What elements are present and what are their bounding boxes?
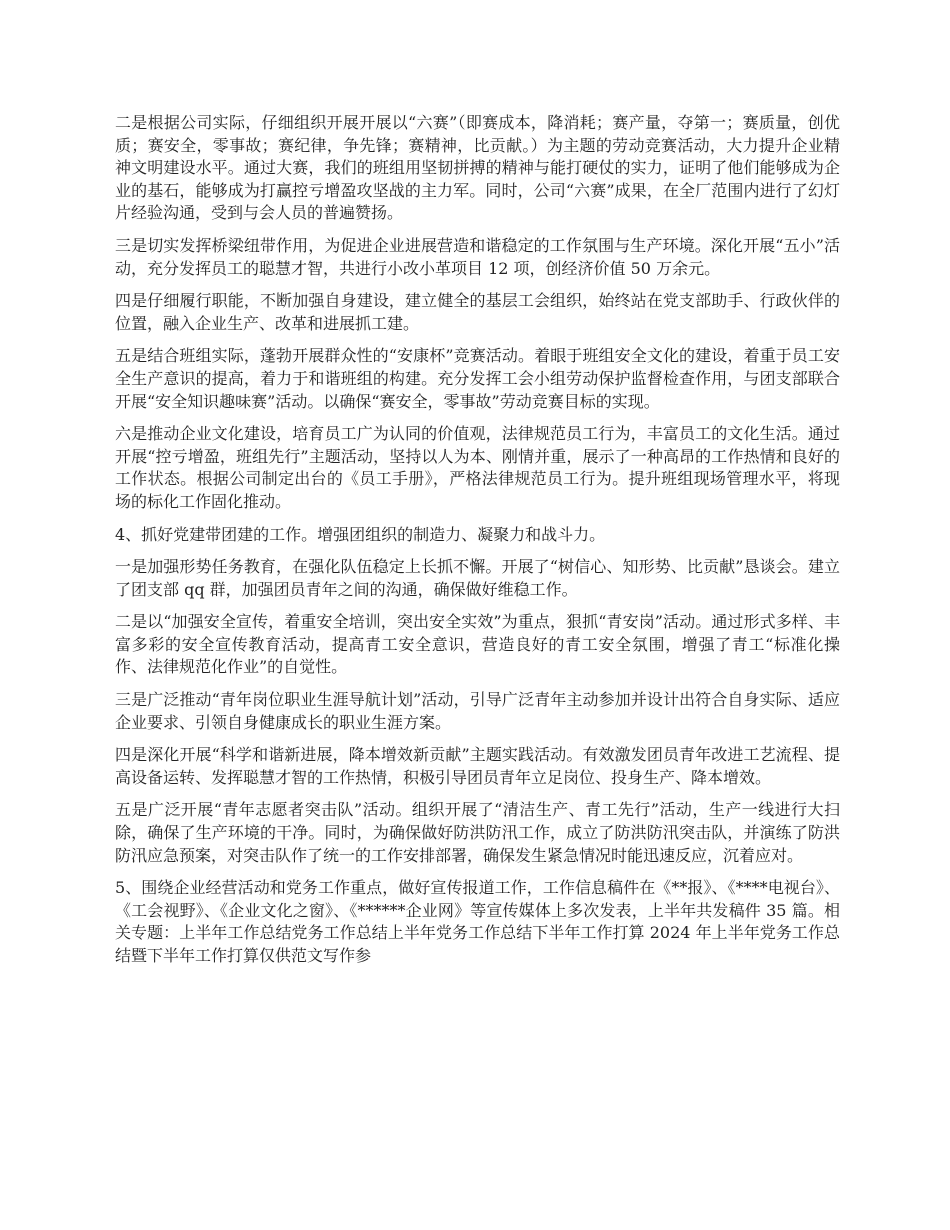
paragraph-bridge-role: 三是切实发挥桥梁纽带作用，为促进企业进展营造和谐稳定的工作氛围与生产环境。深化开展“五小”活动，充分发挥员工的聪慧才智，共进行小改小革项目 12 项，创经济价值 50 万余元。 [115,235,840,278]
paragraph-situation-education: 一是加强形势任务教育，在强化队伍稳定上长抓不懈。开展了“树信心、知形势、比贡献”恳谈会。建立了团支部 qq 群，加强团员青年之间的沟通，确保做好维稳工作。 [115,557,840,599]
paragraph-practice-activity: 四是深化开展“科学和谐新进展，降本增效新贡献”主题实践活动。有效激发团员青年改进工艺流程、提高设备运转、发挥聪慧才智的工作热情，积极引导团员青年立足岗位、投身生产、降本增效。 [115,745,840,787]
paragraph-safety-publicity: 二是以“加强安全宣传，着重安全培训，突出安全实效”为重点，狠抓“青安岗”活动。通过形式多样、丰富多彩的安全宣传教育活动，提高青工安全意识，营造良好的青工安全氛围，增强了青工“标准化操作、法律规范化作业”的自觉性。 [115,612,840,677]
section-heading-party-youth: 4、抓好党建带团建的工作。增强团组织的制造力、凝聚力和战斗力。 [115,524,606,544]
paragraph-publicity-reporting: 5、围绕企业经营活动和党务工作重点，做好宣传报道工作，工作信息稿件在《**报》、《****电视台》、《工会视野》、《企业文化之窗》、《******企业网》等宣传媒体上多次发表，上半年共发稿件 35 篇。相关专题：上半年工作总结党务工作总结上半年党务工作总结下半年工作打算 2024 年上半年党务工作总结暨下半年工作打算仅供范文写作参 [115,878,840,965]
paragraph-career-navigation: 三是广泛推动“青年岗位职业生涯导航计划”活动，引导广泛青年主动参加并设计出符合自身实际、适应企业要求、引领自身健康成长的职业生涯方案。 [115,690,840,732]
paragraph-corporate-culture: 六是推动企业文化建设，培育员工广为认同的价值观，法律规范员工行为，丰富员工的文化生活。通过开展“控亏增盈，班组先行”主题活动，坚持以人为本、刚情并重，展示了一种高昂的工作热情和良好的工作状态。根据公司制定出台的《员工手册》，严格法律规范员工行为。提升班组现场管理水平，将现场的标化工作固化推动。 [115,424,840,511]
paragraph-ankang-cup: 五是结合班组实际，蓬勃开展群众性的“安康杯”竞赛活动。着眼于班组安全文化的建设，着重于员工安全生产意识的提高，着力于和谐班组的构建。充分发挥工会小组劳动保护监督检查作用，与团支部联合开展“安全知识趣味赛”活动。以确保“赛安全，零事故”劳动竞赛目标的实现。 [115,346,840,411]
paragraph-duties: 四是仔细履行职能，不断加强自身建设，建立健全的基层工会组织，始终站在党支部助手、行政伙伴的位置，融入企业生产、改革和进展抓工建。 [115,291,840,333]
paragraph-volunteer-team: 五是广泛开展“青年志愿者突击队”活动。组织开展了“清洁生产、青工先行”活动，生产一线进行大扫除，确保了生产环境的干净。同时，为确保做好防洪防汛工作，成立了防洪防汛突击队，并演练了防洪防汛应急预案，对突击队作了统一的工作安排部署，确保发生紧急情况时能迅速反应，沉着应对。 [115,800,840,865]
document-body [115,112,840,978]
paragraph-six-competitions: 二是根据公司实际，仔细组织开展开展以“六赛”（即赛成本，降消耗；赛产量，夺第一；赛质量，创优质；赛安全，零事故；赛纪律，争先锋；赛精神，比贡献。）为主题的劳动竞赛活动，大力提升企业精神文明建设水平。通过大赛，我们的班组用坚韧拼搏的精神与能打硬仗的实力，证明了他们能够成为企业的基石，能够成为打赢控亏增盈攻坚战的主力军。同时，公司“六赛”成果，在全厂范围内进行了幻灯片经验沟通，受到与会人员的普遍赞扬。 [115,113,840,223]
